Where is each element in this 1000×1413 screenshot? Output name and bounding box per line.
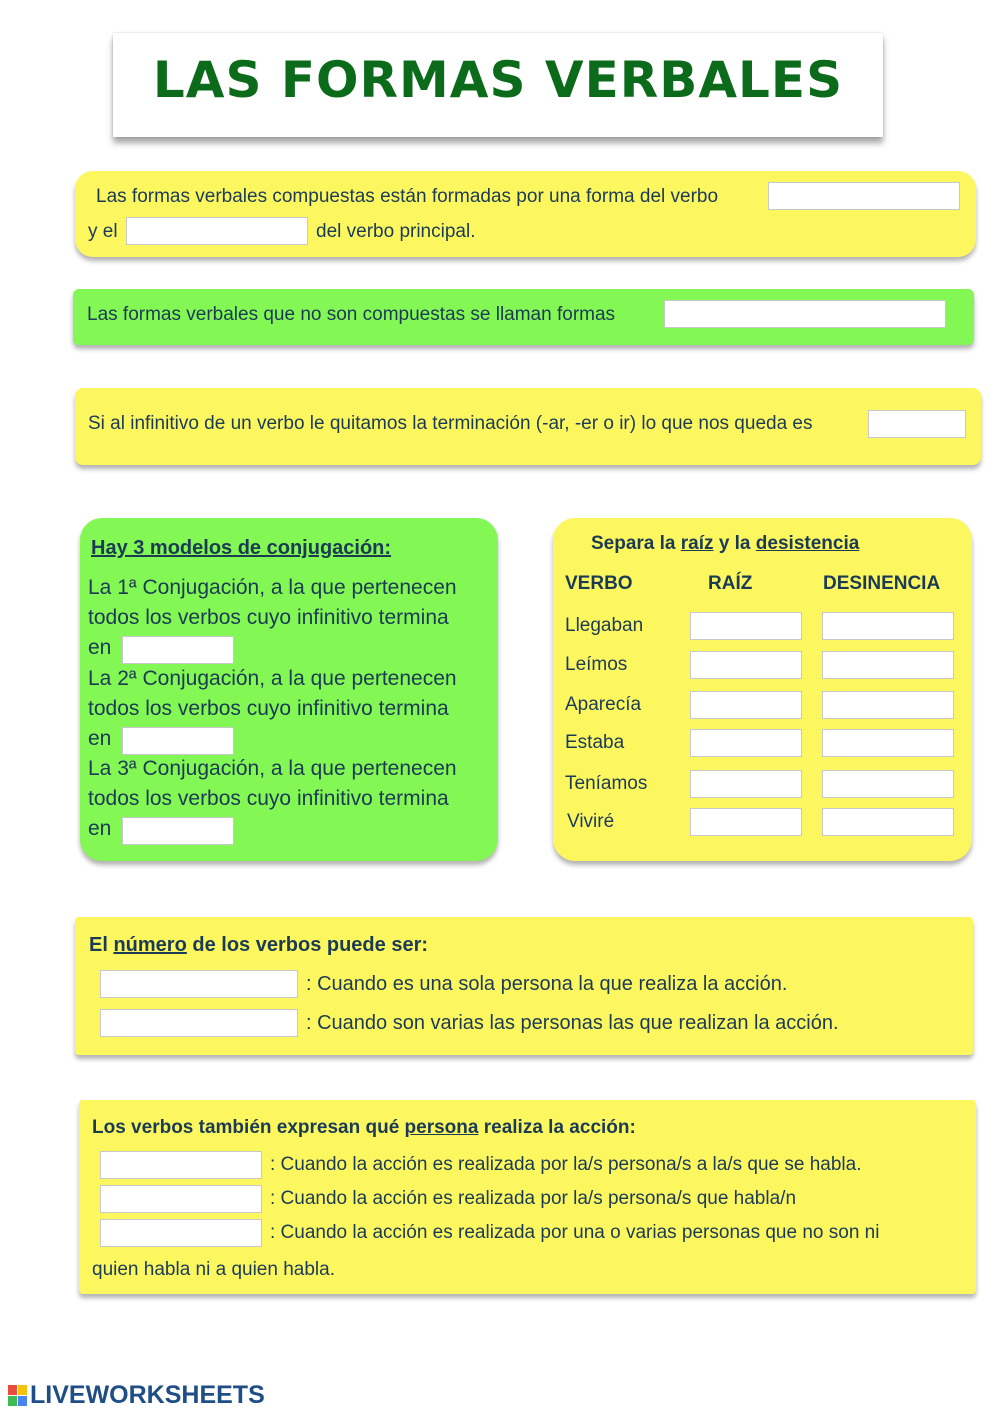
- separa-heading-mid: y la: [718, 533, 751, 554]
- desinencia-input-2[interactable]: [822, 651, 954, 679]
- separa-heading-raiz: raíz: [680, 533, 714, 554]
- desinencia-input-5[interactable]: [822, 770, 954, 798]
- desinencia-input-1[interactable]: [822, 612, 954, 640]
- participle-input[interactable]: [126, 217, 308, 245]
- conjugation-1-line3: en: [88, 636, 112, 659]
- persona-input-3[interactable]: [100, 1219, 262, 1247]
- numero-heading: [89, 934, 428, 957]
- verb-leimos: Leímos: [565, 654, 628, 675]
- conjugation-3-line3: en: [88, 817, 112, 840]
- column-raiz: RAÍZ: [708, 573, 753, 594]
- persona-heading: [92, 1117, 636, 1139]
- verb-vivire: Viviré: [567, 811, 615, 832]
- raiz-input-2[interactable]: [690, 651, 802, 679]
- conjugation-3-input[interactable]: [122, 817, 234, 845]
- persona-row-1: : Cuando la acción es realizada por la/s persona/s a la/s que se habla.: [270, 1154, 862, 1175]
- separa-heading-desistencia: desistencia: [755, 533, 860, 554]
- raiz-input-3[interactable]: [690, 691, 802, 719]
- persona-row-3: : Cuando la acción es realizada por una o varias personas que no son ni: [270, 1222, 880, 1243]
- conjugation-1-line2: todos los verbos cuyo infinitivo termina: [88, 606, 449, 629]
- numero-row-1: : Cuando es una sola persona la que realiza la acción.: [306, 973, 788, 995]
- conjugation-1-input[interactable]: [122, 636, 234, 664]
- numero-heading-start: El: [89, 934, 108, 956]
- separa-heading-start: Separa la: [591, 533, 676, 554]
- column-desinencia: DESINENCIA: [823, 573, 941, 594]
- conjugation-3-line1: La 3ª Conjugación, a la que pertenecen: [88, 757, 457, 780]
- auxiliary-verb-input[interactable]: [768, 182, 960, 210]
- conjugation-2-line3: en: [88, 727, 112, 750]
- logo-text: LIVEWORKSHEETS: [30, 1381, 265, 1409]
- persona-heading-word: persona: [404, 1117, 479, 1138]
- conjugation-2-line2: todos los verbos cuyo infinitivo termina: [88, 697, 449, 720]
- simple-forms-text: Las formas verbales que no son compuestas se llaman formas: [87, 304, 616, 325]
- desinencia-input-6[interactable]: [822, 808, 954, 836]
- separa-heading: [591, 533, 859, 555]
- raiz-input-5[interactable]: [690, 770, 802, 798]
- desinencia-input-3[interactable]: [822, 691, 954, 719]
- root-input[interactable]: [868, 410, 966, 438]
- persona-input-1[interactable]: [100, 1151, 262, 1179]
- compound-forms-line1: Las formas verbales compuestas están formadas por una forma del verbo: [96, 186, 719, 207]
- numero-input-2[interactable]: [100, 1009, 298, 1037]
- desinencia-input-4[interactable]: [822, 729, 954, 757]
- raiz-input-1[interactable]: [690, 612, 802, 640]
- persona-row-2: : Cuando la acción es realizada por la/s persona/s que habla/n: [270, 1188, 797, 1209]
- verb-llegaban: Llegaban: [565, 615, 644, 636]
- verb-teniamos: Teníamos: [565, 773, 648, 794]
- verb-estaba: Estaba: [565, 732, 625, 753]
- numero-input-1[interactable]: [100, 970, 298, 998]
- page-title: LAS FORMAS VERBALES: [152, 51, 844, 109]
- raiz-input-4[interactable]: [690, 729, 802, 757]
- conjugation-2-input[interactable]: [122, 727, 234, 755]
- compound-forms-line2-start: y el: [88, 221, 118, 242]
- numero-heading-end: de los verbos puede ser:: [192, 934, 429, 956]
- verb-aparecia: Aparecía: [565, 694, 642, 715]
- column-verbo: VERBO: [565, 573, 633, 594]
- title-box: [113, 33, 883, 137]
- root-text: Si al infinitivo de un verbo le quitamos la terminación (-ar, -er o ir) lo que nos queda es: [88, 413, 813, 434]
- conjugation-3-line2: todos los verbos cuyo infinitivo termina: [88, 787, 449, 810]
- logo-blocks-icon: [8, 1385, 28, 1407]
- liveworksheets-logo: [8, 1381, 265, 1410]
- persona-heading-start: Los verbos también expresan qué: [92, 1117, 400, 1138]
- numero-row-2: : Cuando son varias las personas las que realizan la acción.: [306, 1012, 839, 1034]
- compound-forms-line2-end: del verbo principal.: [316, 221, 476, 242]
- conjugation-1-line1: La 1ª Conjugación, a la que pertenecen: [88, 576, 457, 599]
- numero-heading-word: número: [113, 934, 187, 956]
- raiz-input-6[interactable]: [690, 808, 802, 836]
- persona-heading-end: realiza la acción:: [483, 1117, 636, 1138]
- simple-forms-input[interactable]: [664, 300, 946, 328]
- conjugation-2-line1: La 2ª Conjugación, a la que pertenecen: [88, 667, 457, 690]
- persona-continuation: quien habla ni a quien habla.: [92, 1259, 335, 1280]
- conjugation-heading: Hay 3 modelos de conjugación:: [91, 537, 392, 559]
- persona-input-2[interactable]: [100, 1185, 262, 1213]
